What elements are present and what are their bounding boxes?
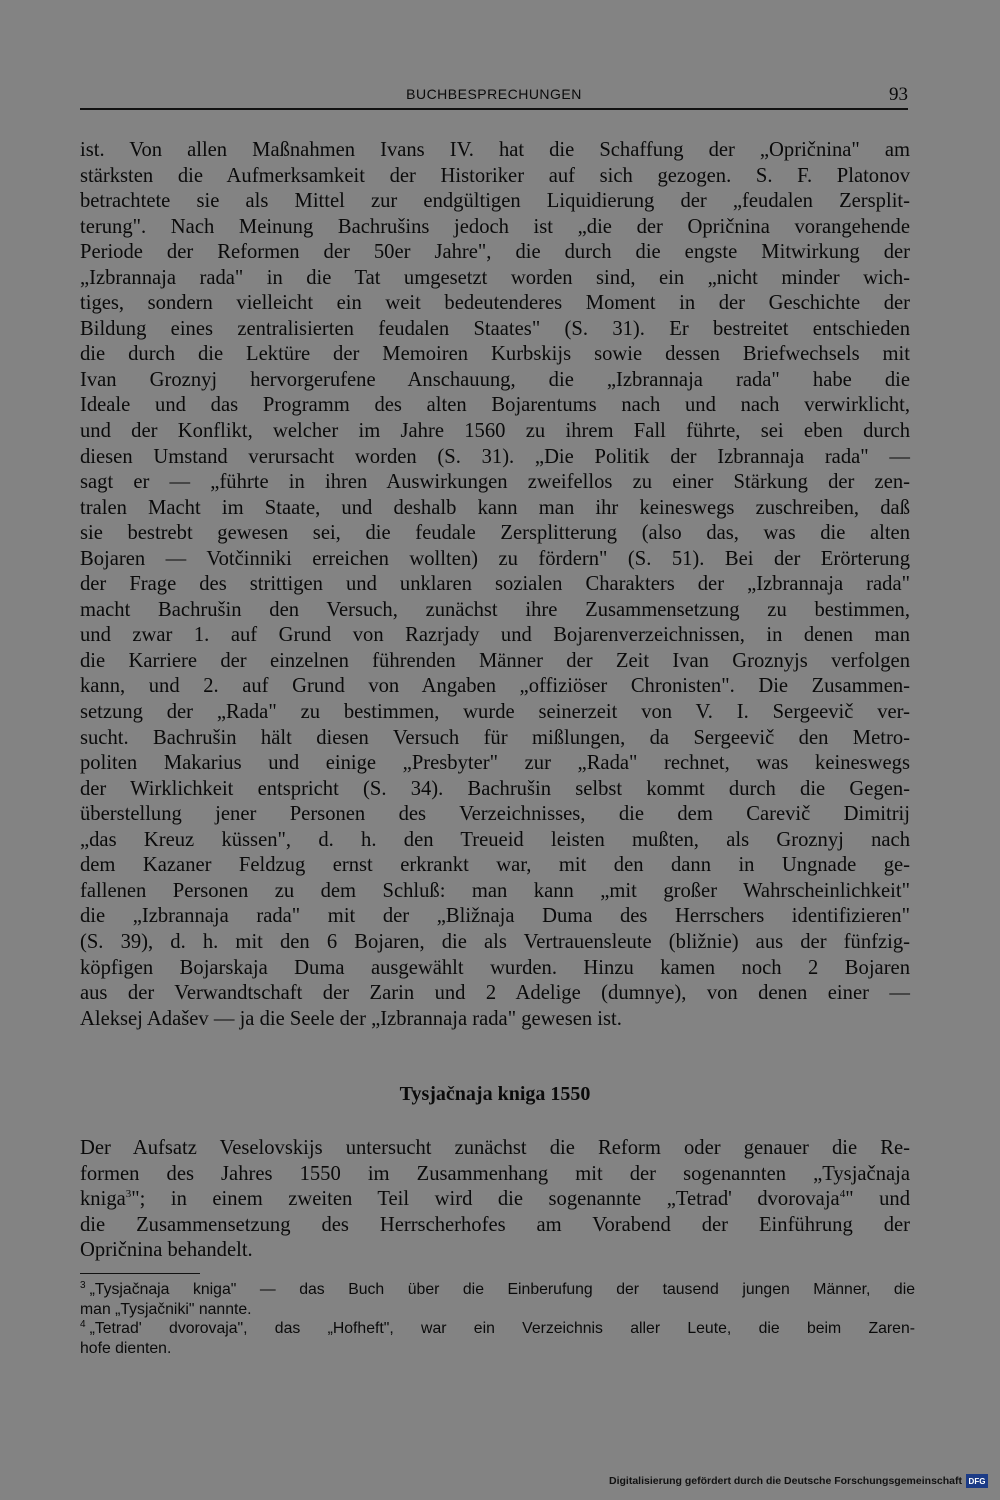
footnote-ref-4: 4	[839, 1188, 846, 1201]
footnotes	[80, 1280, 915, 1358]
text-line: diesen Umstand verursacht worden (S. 31). „Die Politik der Izbrannaja rada" —	[80, 445, 910, 468]
section-line-1: Der Aufsatz Veselovskijs untersucht zunächst die Reform oder genauer die Re-	[80, 1137, 910, 1159]
text-line: Periode der Reformen der 50er Jahre", die durch die engste Mitwirkung der	[80, 241, 910, 264]
footnote-3-number: 3	[80, 1279, 86, 1291]
text-line: (S. 39), d. h. mit den 6 Bojaren, die als Vertrauensleute (bližnie) aus der fünfzig-	[80, 930, 910, 953]
section-heading: Tysjačnaja kniga 1550	[399, 1083, 591, 1105]
text-line: terung". Nach Meinung Bachrušins jedoch ist „die der Opričnina vorangehende	[80, 215, 910, 238]
footnote-4-line-2: hofe dienten.	[80, 1339, 172, 1357]
running-header	[80, 84, 908, 110]
digitization-credit	[609, 1472, 988, 1490]
text-line: sucht. Bachrušin hält diesen Versuch für mißlungen, da Sergeevič den Metro-	[80, 726, 910, 749]
footnote-ref-3: 3	[125, 1188, 132, 1201]
text-line: sie bestrebt gewesen sei, die feudale Zersplitterung (also das, was die alten	[80, 522, 910, 545]
section-line-3	[80, 1187, 910, 1213]
text-line: setzung der „Rada" zu bestimmen, wurde seinerzeit von V. I. Sergeevič ver-	[80, 701, 910, 724]
text-line: macht Bachrušin den Versuch, zunächst ihre Zusammensetzung zu bestimmen,	[80, 598, 910, 621]
text-line: Bildung eines zentralisierten feudalen Staates" (S. 31). Er bestreitet entschieden	[80, 317, 910, 340]
text-line: der Wirklichkeit entspricht (S. 34). Bachrušin selbst kommt durch die Gegen-	[80, 777, 910, 800]
running-title: BUCHBESPRECHUNGEN	[406, 86, 582, 102]
text-line: ist. Von allen Maßnahmen Ivans IV. hat die Schaffung der „Opričnina" am	[80, 139, 910, 161]
section-paragraph	[80, 1136, 910, 1264]
text-line: dem Kazaner Feldzug ernst erkrankt war, mit den dann in Ungnade ge-	[80, 854, 910, 877]
text-line: Bojaren — Votčinniki erreichen wollten) zu fördern" (S. 51). Bei der Erörterung	[80, 547, 910, 570]
text-line: der Frage des strittigen und unklaren sozialen Charakters der „Izbrannaja rada"	[80, 573, 910, 596]
footnote-divider	[80, 1273, 200, 1274]
text-line: fallenen Personen zu dem Schluß: man kann „mit großer Wahrscheinlichkeit"	[80, 879, 910, 902]
text-line: politen Makarius und einige „Presbyter" zur „Rada" rechnet, was keineswegs	[80, 752, 910, 775]
text-line: tralen Macht im Staate, und deshalb kann man ihr keineswegs zuschreiben, daß	[80, 496, 910, 519]
section-line-3-part-b: "; in einem zweiten Teil wird die sogenannte „Tetrad' dvorovaja	[131, 1188, 840, 1211]
footnote-3-line-1	[80, 1280, 915, 1300]
text-line: betrachtete sie als Mittel zur endgültigen Liquidierung der „feudalen Zersplit-	[80, 190, 910, 213]
section-line-3-part-a: kniga	[80, 1188, 126, 1211]
main-paragraph	[80, 138, 910, 1032]
text-line: die „Izbrannaja rada" mit der „Bližnaja Duma des Herrschers identifizieren"	[80, 905, 910, 928]
text-line: tiges, sondern vielleicht ein weit bedeutenderes Moment in der Geschichte der	[80, 292, 910, 315]
text-line: „das Kreuz küssen", d. h. den Treueid leisten mußten, als Groznyj nach	[80, 828, 910, 851]
text-line: aus der Verwandtschaft der Zarin und 2 Adelige (dumnye), von denen einer —	[80, 982, 910, 1005]
text-line: Ivan Groznyj hervorgerufene Anschauung, die „Izbrannaja rada" habe die	[80, 368, 910, 391]
page-number: 93	[889, 84, 908, 105]
section-line-5: Opričnina behandelt.	[80, 1239, 253, 1262]
footnote-4-text: „Tetrad' dvorovaja", das „Hofheft", war ein Verzeichnis aller Leute, die beim Zaren-	[89, 1320, 915, 1338]
section-line-4: die Zusammensetzung des Herrscherhofes am Vorabend der Einführung der	[80, 1213, 910, 1236]
text-line: überstellung jener Personen des Verzeichnisses, die dem Carevič Dimitrij	[80, 803, 910, 826]
footnote-3-line-2: man „Tysjačniki" nannte.	[80, 1300, 252, 1318]
text-line: und zwar 1. auf Grund von Razrjady und Bojarenverzeichnissen, in denen man	[80, 624, 910, 647]
text-line: stärksten die Aufmerksamkeit der Historiker auf sich gezogen. S. F. Platonov	[80, 164, 910, 187]
footnote-4-line-1	[80, 1319, 915, 1339]
text-line: und der Konflikt, welcher im Jahre 1560 zu ihrem Fall führte, sei eben durch	[80, 420, 910, 443]
text-line: köpfigen Bojarskaja Duma ausgewählt wurden. Hinzu kamen noch 2 Bojaren	[80, 956, 910, 979]
footnote-3-text: „Tysjačnaja kniga" — das Buch über die Einberufung der tausend jungen Männer, die	[89, 1281, 915, 1298]
text-line: Ideale und das Programm des alten Bojarentums nach und nach verwirklicht,	[80, 394, 910, 417]
text-line: Aleksej Adašev — ja die Seele der „Izbrannaja rada" gewesen ist.	[80, 1007, 622, 1030]
text-line: die durch die Lektüre der Memoiren Kurbskijs sowie dessen Briefwechsels mit	[80, 343, 910, 366]
text-line: sagt er — „führte in ihren Auswirkungen zweifellos zu einer Stärkung der zen-	[80, 471, 910, 494]
dfg-logo-icon: DFG	[966, 1474, 988, 1488]
footnote-4-number: 4	[80, 1318, 86, 1330]
section-line-3-part-c: " und	[845, 1188, 911, 1211]
text-line: die Karriere der einzelnen führenden Männer der Zeit Ivan Groznyjs verfolgen	[80, 649, 910, 672]
text-line: „Izbrannaja rada" in die Tat umgesetzt worden sind, ein „nicht minder wich-	[80, 266, 910, 289]
credit-text: Digitalisierung gefördert durch die Deutsche Forschungsgemeinschaft	[609, 1475, 962, 1487]
section-line-2: formen des Jahres 1550 im Zusammenhang mit der sogenannten „Tysjačnaja	[80, 1162, 910, 1185]
text-line: kann, und 2. auf Grund von Angaben „offiziöser Chronisten". Die Zusammen-	[80, 675, 910, 698]
